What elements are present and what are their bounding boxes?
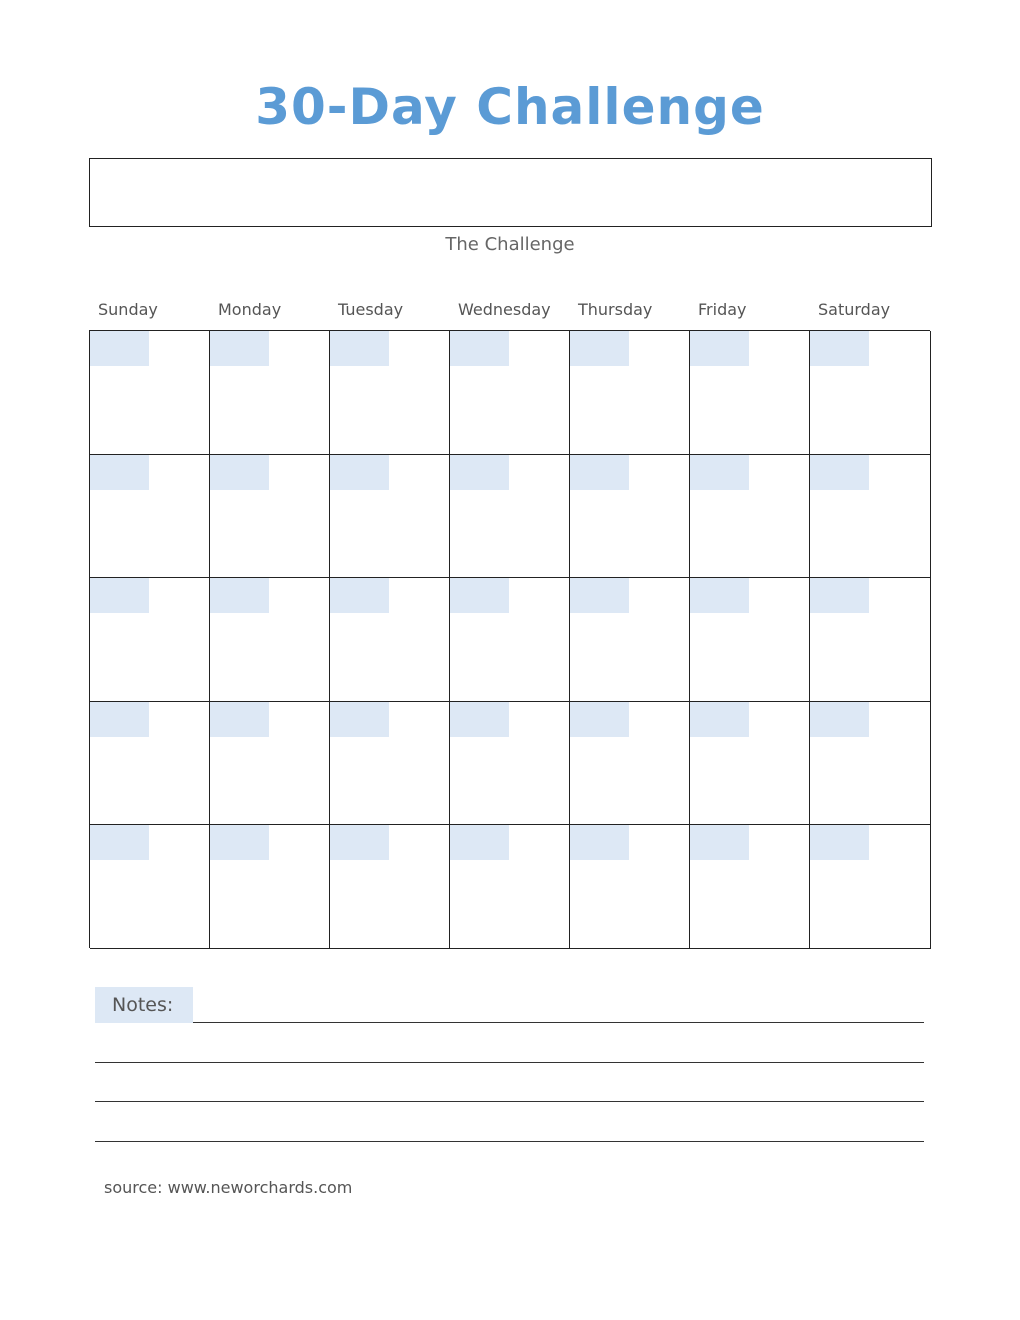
day-number-tab[interactable]: [450, 331, 509, 366]
day-cell[interactable]: [570, 825, 690, 949]
weekday-friday: Friday: [698, 300, 747, 319]
day-cell[interactable]: [690, 702, 810, 826]
day-number-tab[interactable]: [690, 331, 749, 366]
day-number-tab[interactable]: [810, 825, 869, 860]
notes-label: Notes:: [95, 987, 193, 1023]
challenge-input-box[interactable]: [89, 158, 932, 227]
day-cell[interactable]: [210, 578, 330, 702]
day-number-tab[interactable]: [90, 825, 149, 860]
day-cell[interactable]: [810, 702, 931, 826]
day-number-tab[interactable]: [330, 331, 389, 366]
notes-line[interactable]: [95, 1101, 924, 1102]
day-cell[interactable]: [210, 331, 330, 455]
day-cell[interactable]: [690, 825, 810, 949]
day-number-tab[interactable]: [90, 578, 149, 613]
day-number-tab[interactable]: [330, 578, 389, 613]
day-cell[interactable]: [570, 702, 690, 826]
day-number-tab[interactable]: [570, 825, 629, 860]
day-cell[interactable]: [330, 331, 450, 455]
day-cell[interactable]: [810, 578, 931, 702]
day-cell[interactable]: [690, 578, 810, 702]
day-number-tab[interactable]: [690, 455, 749, 490]
weekday-sunday: Sunday: [98, 300, 158, 319]
day-cell[interactable]: [810, 455, 931, 579]
day-number-tab[interactable]: [210, 331, 269, 366]
day-cell[interactable]: [90, 825, 210, 949]
day-number-tab[interactable]: [810, 331, 869, 366]
day-number-tab[interactable]: [450, 578, 509, 613]
day-number-tab[interactable]: [330, 825, 389, 860]
day-cell[interactable]: [810, 825, 931, 949]
day-number-tab[interactable]: [570, 455, 629, 490]
notes-line[interactable]: [95, 1062, 924, 1063]
notes-line[interactable]: [193, 1022, 924, 1023]
day-cell[interactable]: [450, 331, 570, 455]
day-cell[interactable]: [810, 331, 931, 455]
day-number-tab[interactable]: [450, 825, 509, 860]
day-number-tab[interactable]: [810, 702, 869, 737]
day-cell[interactable]: [330, 825, 450, 949]
calendar-grid: [89, 330, 930, 948]
day-cell[interactable]: [90, 702, 210, 826]
day-number-tab[interactable]: [330, 702, 389, 737]
day-cell[interactable]: [690, 331, 810, 455]
day-cell[interactable]: [450, 825, 570, 949]
day-number-tab[interactable]: [810, 578, 869, 613]
day-cell[interactable]: [90, 331, 210, 455]
day-number-tab[interactable]: [570, 578, 629, 613]
challenge-label: The Challenge: [445, 234, 575, 255]
day-cell[interactable]: [210, 825, 330, 949]
day-number-tab[interactable]: [210, 578, 269, 613]
day-number-tab[interactable]: [90, 331, 149, 366]
day-number-tab[interactable]: [210, 702, 269, 737]
day-cell[interactable]: [330, 702, 450, 826]
day-cell[interactable]: [570, 455, 690, 579]
day-number-tab[interactable]: [810, 455, 869, 490]
day-cell[interactable]: [90, 578, 210, 702]
day-number-tab[interactable]: [570, 702, 629, 737]
day-number-tab[interactable]: [330, 455, 389, 490]
day-cell[interactable]: [90, 455, 210, 579]
weekday-header-row: [89, 300, 931, 326]
day-number-tab[interactable]: [570, 331, 629, 366]
weekday-wednesday: Wednesday: [458, 300, 551, 319]
day-cell[interactable]: [210, 702, 330, 826]
day-number-tab[interactable]: [90, 702, 149, 737]
day-cell[interactable]: [450, 578, 570, 702]
day-number-tab[interactable]: [90, 455, 149, 490]
day-cell[interactable]: [570, 331, 690, 455]
weekday-tuesday: Tuesday: [338, 300, 404, 319]
weekday-thursday: Thursday: [578, 300, 653, 319]
day-number-tab[interactable]: [450, 702, 509, 737]
day-number-tab[interactable]: [450, 455, 509, 490]
weekday-monday: Monday: [218, 300, 282, 319]
weekday-saturday: Saturday: [818, 300, 891, 319]
day-cell[interactable]: [210, 455, 330, 579]
day-cell[interactable]: [570, 578, 690, 702]
day-number-tab[interactable]: [210, 455, 269, 490]
day-cell[interactable]: [450, 702, 570, 826]
day-cell[interactable]: [690, 455, 810, 579]
source-credit: source: www.neworchards.com: [104, 1178, 353, 1197]
day-number-tab[interactable]: [690, 578, 749, 613]
day-number-tab[interactable]: [210, 825, 269, 860]
day-number-tab[interactable]: [690, 825, 749, 860]
notes-line[interactable]: [95, 1141, 924, 1142]
page-title: 30-Day Challenge: [255, 78, 765, 136]
day-number-tab[interactable]: [690, 702, 749, 737]
day-cell[interactable]: [330, 455, 450, 579]
day-cell[interactable]: [450, 455, 570, 579]
day-cell[interactable]: [330, 578, 450, 702]
